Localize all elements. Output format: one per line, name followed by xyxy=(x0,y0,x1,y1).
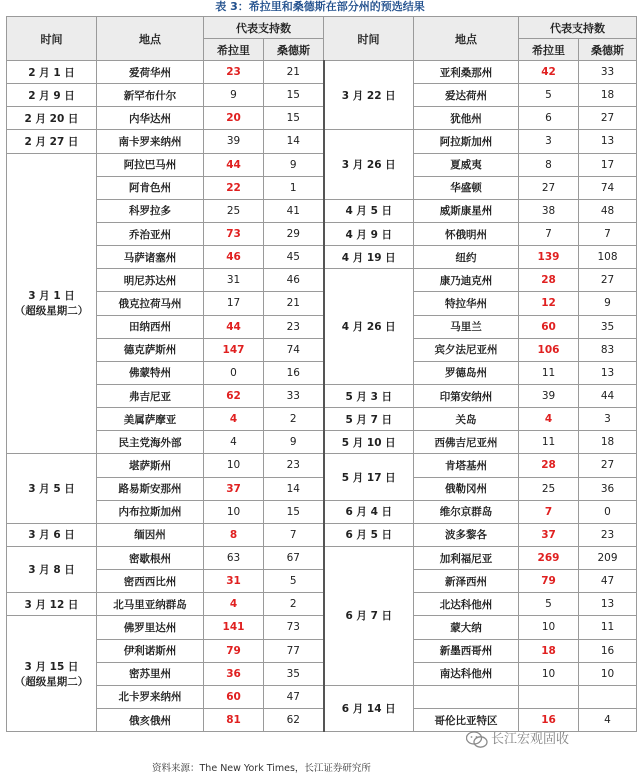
state-name-right: 马里兰 xyxy=(414,315,519,338)
state-name: 密苏里州 xyxy=(97,662,204,685)
sanders-votes: 77 xyxy=(264,639,324,662)
hillary-votes-right: 25 xyxy=(519,477,579,500)
table-row xyxy=(7,593,637,616)
table-row xyxy=(7,176,637,199)
hillary-votes: 31 xyxy=(204,269,264,292)
header-sanders: 桑德斯 xyxy=(264,39,324,61)
header-hillary-right: 希拉里 xyxy=(519,39,579,61)
watermark-text: 长江宏观固收 xyxy=(491,732,570,747)
sanders-votes: 2 xyxy=(264,408,324,431)
sanders-votes-right: 48 xyxy=(579,199,637,222)
hillary-votes-right: 8 xyxy=(519,153,579,176)
hillary-votes: 17 xyxy=(204,292,264,315)
state-name: 北卡罗来纳州 xyxy=(97,685,204,708)
table-row xyxy=(7,153,637,176)
state-name-right: 波多黎各 xyxy=(414,523,519,546)
sanders-votes: 33 xyxy=(264,384,324,407)
hillary-votes-right: 28 xyxy=(519,269,579,292)
state-name-right: 维尔京群岛 xyxy=(414,500,519,523)
sanders-votes: 62 xyxy=(264,708,324,731)
state-name-right: 罗德岛州 xyxy=(414,361,519,384)
state-name-right: 夏威夷 xyxy=(414,153,519,176)
sanders-votes: 15 xyxy=(264,500,324,523)
hillary-votes: 25 xyxy=(204,199,264,222)
sanders-votes: 74 xyxy=(264,338,324,361)
state-name: 美属萨摩亚 xyxy=(97,408,204,431)
hillary-votes-right: 18 xyxy=(519,639,579,662)
sanders-votes: 1 xyxy=(264,176,324,199)
header-votes-group-right: 代表支持数 xyxy=(519,17,637,39)
sanders-votes-right: 209 xyxy=(579,546,637,569)
hillary-votes: 10 xyxy=(204,454,264,477)
header-place: 地点 xyxy=(97,17,204,61)
hillary-votes-right: 16 xyxy=(519,708,579,731)
hillary-votes: 23 xyxy=(204,61,264,84)
hillary-votes-right: 106 xyxy=(519,338,579,361)
state-name: 俄克拉荷马州 xyxy=(97,292,204,315)
hillary-votes-right: 12 xyxy=(519,292,579,315)
hillary-votes: 62 xyxy=(204,384,264,407)
table-row xyxy=(7,84,637,107)
sanders-votes: 14 xyxy=(264,477,324,500)
state-name-right: 特拉华州 xyxy=(414,292,519,315)
hillary-votes: 4 xyxy=(204,408,264,431)
sanders-votes-right: 27 xyxy=(579,454,637,477)
state-name: 俄亥俄州 xyxy=(97,708,204,731)
sanders-votes-right: 36 xyxy=(579,477,637,500)
sanders-votes: 21 xyxy=(264,292,324,315)
hillary-votes: 141 xyxy=(204,616,264,639)
sanders-votes: 46 xyxy=(264,269,324,292)
state-name: 密歇根州 xyxy=(97,546,204,569)
hillary-votes-right: 4 xyxy=(519,408,579,431)
table-row xyxy=(7,454,637,477)
table-title: 表 3：希拉里和桑德斯在部分州的预选结果 xyxy=(215,0,425,13)
hillary-votes-right: 5 xyxy=(519,593,579,616)
state-name: 堪萨斯州 xyxy=(97,454,204,477)
table-row xyxy=(7,685,637,708)
hillary-votes-right: 79 xyxy=(519,570,579,593)
table-row xyxy=(7,315,637,338)
sanders-votes-right: 13 xyxy=(579,130,637,153)
hillary-votes: 44 xyxy=(204,153,264,176)
state-name: 内布拉斯加州 xyxy=(97,500,204,523)
date-label: 3 月 15 日 xyxy=(24,660,79,673)
sanders-votes: 2 xyxy=(264,593,324,616)
date-cell-right: 5 月 10 日 xyxy=(324,431,414,454)
state-name-right: 怀俄明州 xyxy=(414,222,519,245)
hillary-votes-right: 28 xyxy=(519,454,579,477)
state-name-right: 纽约 xyxy=(414,246,519,269)
state-name: 密西西比州 xyxy=(97,570,204,593)
table-row xyxy=(7,384,637,407)
hillary-votes-right: 27 xyxy=(519,176,579,199)
table-row xyxy=(7,477,637,500)
sanders-votes-right: 17 xyxy=(579,153,637,176)
sanders-votes-right: 23 xyxy=(579,523,637,546)
date-label: 2 月 9 日 xyxy=(28,89,75,102)
hillary-votes: 22 xyxy=(204,176,264,199)
date-label: 3 月 1 日 xyxy=(28,290,75,303)
state-name: 马萨诸塞州 xyxy=(97,246,204,269)
state-name-right: 关岛 xyxy=(414,408,519,431)
hillary-votes: 46 xyxy=(204,246,264,269)
hillary-votes: 4 xyxy=(204,593,264,616)
sanders-votes-right: 3 xyxy=(579,408,637,431)
state-name-right: 蒙大纳 xyxy=(414,616,519,639)
date-label: 2 月 1 日 xyxy=(28,66,75,79)
hillary-votes-right xyxy=(519,685,579,708)
state-name-right: 新泽西州 xyxy=(414,570,519,593)
hillary-votes-right: 269 xyxy=(519,546,579,569)
date-label: 3 月 12 日 xyxy=(24,598,79,611)
date-cell xyxy=(7,593,97,616)
header-hillary: 希拉里 xyxy=(204,39,264,61)
hillary-votes-right: 5 xyxy=(519,84,579,107)
date-cell-right: 3 月 22 日 xyxy=(324,61,414,130)
primary-results-table xyxy=(6,16,637,732)
date-cell xyxy=(7,61,97,84)
date-label: 3 月 6 日 xyxy=(28,529,75,542)
date-cell xyxy=(7,523,97,546)
sanders-votes: 5 xyxy=(264,570,324,593)
hillary-votes: 81 xyxy=(204,708,264,731)
sanders-votes: 29 xyxy=(264,222,324,245)
hillary-votes-right: 6 xyxy=(519,107,579,130)
hillary-votes: 39 xyxy=(204,130,264,153)
date-cell-right: 4 月 19 日 xyxy=(324,246,414,269)
sanders-votes-right: 0 xyxy=(579,500,637,523)
sanders-votes: 23 xyxy=(264,315,324,338)
state-name-right: 俄勒冈州 xyxy=(414,477,519,500)
watermark xyxy=(466,728,634,758)
hillary-votes-right: 38 xyxy=(519,199,579,222)
hillary-votes-right: 42 xyxy=(519,61,579,84)
sanders-votes-right: 83 xyxy=(579,338,637,361)
table-row xyxy=(7,616,637,639)
table-row xyxy=(7,269,637,292)
hillary-votes: 0 xyxy=(204,361,264,384)
state-name-right: 犹他州 xyxy=(414,107,519,130)
state-name-right: 印第安纳州 xyxy=(414,384,519,407)
table-row xyxy=(7,500,637,523)
state-name-right: 肯塔基州 xyxy=(414,454,519,477)
sanders-votes-right: 18 xyxy=(579,431,637,454)
sanders-votes-right: 27 xyxy=(579,269,637,292)
state-name: 新罕布什尔 xyxy=(97,84,204,107)
hillary-votes: 73 xyxy=(204,222,264,245)
state-name-right: 哥伦比亚特区 xyxy=(414,708,519,731)
header-time: 时间 xyxy=(7,17,97,61)
sanders-votes: 16 xyxy=(264,361,324,384)
sanders-votes-right: 33 xyxy=(579,61,637,84)
sanders-votes: 21 xyxy=(264,61,324,84)
sanders-votes: 15 xyxy=(264,84,324,107)
sanders-votes-right: 27 xyxy=(579,107,637,130)
sanders-votes-right: 7 xyxy=(579,222,637,245)
date-cell xyxy=(7,546,97,592)
date-cell-right: 5 月 17 日 xyxy=(324,454,414,500)
state-name: 明尼苏达州 xyxy=(97,269,204,292)
date-cell-right: 4 月 9 日 xyxy=(324,222,414,245)
sanders-votes-right: 11 xyxy=(579,616,637,639)
hillary-votes-right: 3 xyxy=(519,130,579,153)
sanders-votes: 9 xyxy=(264,431,324,454)
sanders-votes-right: 108 xyxy=(579,246,637,269)
date-cell xyxy=(7,616,97,732)
state-name-right: 新墨西哥州 xyxy=(414,639,519,662)
date-cell-right: 6 月 4 日 xyxy=(324,500,414,523)
sanders-votes: 15 xyxy=(264,107,324,130)
wechat-icon xyxy=(466,731,488,749)
hillary-votes-right: 139 xyxy=(519,246,579,269)
sanders-votes-right xyxy=(579,685,637,708)
date-cell xyxy=(7,130,97,153)
state-name: 伊利诺斯州 xyxy=(97,639,204,662)
table-row xyxy=(7,338,637,361)
state-name: 佛罗里达州 xyxy=(97,616,204,639)
state-name: 爱荷华州 xyxy=(97,61,204,84)
state-name: 南卡罗来纳州 xyxy=(97,130,204,153)
sanders-votes-right: 47 xyxy=(579,570,637,593)
state-name-right: 亚利桑那州 xyxy=(414,61,519,84)
state-name: 路易斯安那州 xyxy=(97,477,204,500)
hillary-votes: 9 xyxy=(204,84,264,107)
date-cell-right: 5 月 3 日 xyxy=(324,384,414,407)
table-row xyxy=(7,222,637,245)
hillary-votes: 60 xyxy=(204,685,264,708)
sanders-votes: 23 xyxy=(264,454,324,477)
sanders-votes: 73 xyxy=(264,616,324,639)
state-name-right: 北达科他州 xyxy=(414,593,519,616)
sanders-votes: 67 xyxy=(264,546,324,569)
table-row xyxy=(7,246,637,269)
state-name-right xyxy=(414,685,519,708)
date-cell xyxy=(7,84,97,107)
table-row xyxy=(7,639,637,662)
table-row xyxy=(7,199,637,222)
table-row xyxy=(7,292,637,315)
hillary-votes-right: 10 xyxy=(519,616,579,639)
state-name-right: 宾夕法尼亚州 xyxy=(414,338,519,361)
hillary-votes-right: 7 xyxy=(519,500,579,523)
hillary-votes-right: 37 xyxy=(519,523,579,546)
state-name: 缅因州 xyxy=(97,523,204,546)
hillary-votes: 20 xyxy=(204,107,264,130)
hillary-votes: 37 xyxy=(204,477,264,500)
state-name-right: 西佛吉尼亚州 xyxy=(414,431,519,454)
hillary-votes-right: 60 xyxy=(519,315,579,338)
state-name-right: 阿拉斯加州 xyxy=(414,130,519,153)
table-row xyxy=(7,662,637,685)
sanders-votes-right: 16 xyxy=(579,639,637,662)
date-label: 3 月 5 日 xyxy=(28,483,75,496)
hillary-votes-right: 11 xyxy=(519,361,579,384)
date-cell xyxy=(7,107,97,130)
header-votes-group: 代表支持数 xyxy=(204,17,324,39)
date-cell xyxy=(7,153,97,454)
hillary-votes-right: 11 xyxy=(519,431,579,454)
header-place-right: 地点 xyxy=(414,17,519,61)
hillary-votes: 31 xyxy=(204,570,264,593)
sanders-votes-right: 74 xyxy=(579,176,637,199)
header-sanders-right: 桑德斯 xyxy=(579,39,637,61)
hillary-votes: 4 xyxy=(204,431,264,454)
state-name: 阿拉巴马州 xyxy=(97,153,204,176)
sanders-votes: 41 xyxy=(264,199,324,222)
state-name-right: 威斯康星州 xyxy=(414,199,519,222)
state-name-right: 加利福尼亚 xyxy=(414,546,519,569)
state-name: 北马里亚纳群岛 xyxy=(97,593,204,616)
table-body xyxy=(7,61,637,732)
table-row xyxy=(7,130,637,153)
hillary-votes: 44 xyxy=(204,315,264,338)
state-name: 阿肯色州 xyxy=(97,176,204,199)
sanders-votes: 45 xyxy=(264,246,324,269)
date-cell-right: 4 月 5 日 xyxy=(324,199,414,222)
state-name-right: 爱达荷州 xyxy=(414,84,519,107)
hillary-votes: 10 xyxy=(204,500,264,523)
date-cell-right: 3 月 26 日 xyxy=(324,130,414,199)
hillary-votes-right: 7 xyxy=(519,222,579,245)
sanders-votes-right: 35 xyxy=(579,315,637,338)
date-cell xyxy=(7,454,97,523)
sanders-votes: 7 xyxy=(264,523,324,546)
sanders-votes-right: 13 xyxy=(579,361,637,384)
state-name-right: 南达科他州 xyxy=(414,662,519,685)
table-row xyxy=(7,546,637,569)
date-sublabel: （超级星期二） xyxy=(14,305,89,318)
state-name: 民主党海外部 xyxy=(97,431,204,454)
state-name: 田纳西州 xyxy=(97,315,204,338)
date-label: 2 月 27 日 xyxy=(24,135,79,148)
table-row xyxy=(7,570,637,593)
date-cell-right: 6 月 14 日 xyxy=(324,685,414,731)
table-row xyxy=(7,107,637,130)
hillary-votes: 36 xyxy=(204,662,264,685)
sanders-votes-right: 13 xyxy=(579,593,637,616)
sanders-votes: 14 xyxy=(264,130,324,153)
sanders-votes-right: 4 xyxy=(579,708,637,731)
state-name: 佛蒙特州 xyxy=(97,361,204,384)
sanders-votes: 47 xyxy=(264,685,324,708)
table-row xyxy=(7,361,637,384)
date-cell-right: 5 月 7 日 xyxy=(324,408,414,431)
date-cell-right: 6 月 7 日 xyxy=(324,546,414,685)
state-name: 德克萨斯州 xyxy=(97,338,204,361)
hillary-votes-right: 10 xyxy=(519,662,579,685)
hillary-votes: 63 xyxy=(204,546,264,569)
sanders-votes-right: 18 xyxy=(579,84,637,107)
state-name: 内华达州 xyxy=(97,107,204,130)
hillary-votes: 79 xyxy=(204,639,264,662)
sanders-votes-right: 44 xyxy=(579,384,637,407)
date-sublabel: （超级星期二） xyxy=(14,675,89,688)
hillary-votes: 147 xyxy=(204,338,264,361)
table-row xyxy=(7,523,637,546)
state-name: 乔治亚州 xyxy=(97,222,204,245)
header-time-right: 时间 xyxy=(324,17,414,61)
sanders-votes: 9 xyxy=(264,153,324,176)
state-name-right: 康乃迪克州 xyxy=(414,269,519,292)
state-name: 弗吉尼亚 xyxy=(97,384,204,407)
sanders-votes-right: 9 xyxy=(579,292,637,315)
hillary-votes-right: 39 xyxy=(519,384,579,407)
date-label: 2 月 20 日 xyxy=(24,112,79,125)
sanders-votes: 35 xyxy=(264,662,324,685)
hillary-votes: 8 xyxy=(204,523,264,546)
date-label: 3 月 8 日 xyxy=(28,564,75,577)
date-cell-right: 6 月 5 日 xyxy=(324,523,414,546)
state-name-right: 华盛顿 xyxy=(414,176,519,199)
sanders-votes-right: 10 xyxy=(579,662,637,685)
table-row xyxy=(7,61,637,84)
table-row xyxy=(7,408,637,431)
state-name: 科罗拉多 xyxy=(97,199,204,222)
source-note: 资料来源：The New York Times，长江证券研究所 xyxy=(152,763,371,774)
date-cell-right: 4 月 26 日 xyxy=(324,269,414,385)
table-row xyxy=(7,431,637,454)
